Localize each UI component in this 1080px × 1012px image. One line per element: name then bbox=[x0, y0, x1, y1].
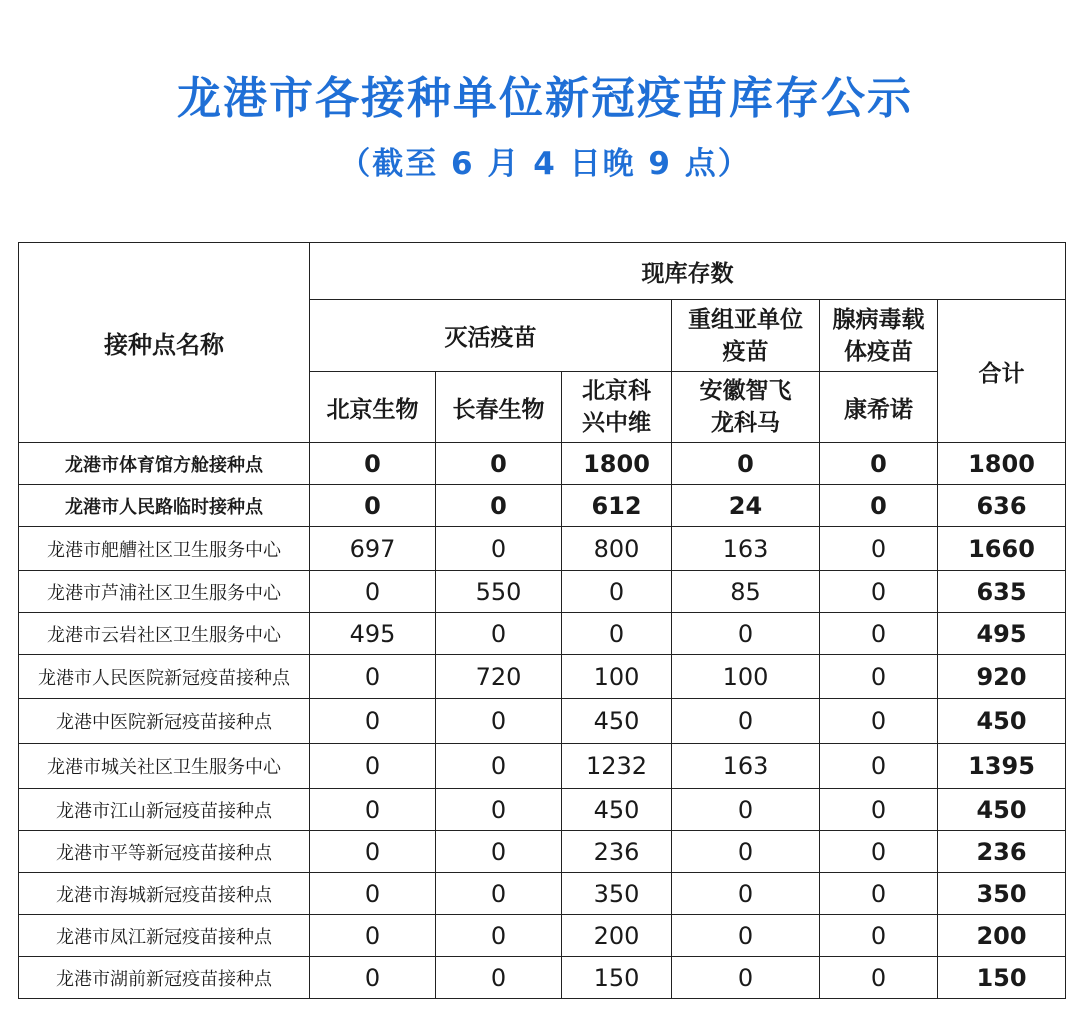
table-body bbox=[19, 443, 1066, 999]
beijing-bio-cell: 0 bbox=[310, 915, 436, 957]
sinovac-cell: 800 bbox=[562, 527, 672, 571]
changchun-bio-cell: 0 bbox=[436, 831, 562, 873]
changchun-bio-cell: 0 bbox=[436, 485, 562, 527]
beijing-bio-cell: 0 bbox=[310, 571, 436, 613]
table-row bbox=[19, 831, 1066, 873]
beijing-bio-cell: 0 bbox=[310, 789, 436, 831]
site-name-cell: 龙港市体育馆方舱接种点 bbox=[19, 443, 310, 485]
sinovac-cell: 0 bbox=[562, 571, 672, 613]
changchun-bio-cell: 720 bbox=[436, 655, 562, 699]
total-cell: 495 bbox=[938, 613, 1066, 655]
beijing-bio-cell: 0 bbox=[310, 485, 436, 527]
zhifei-cell: 0 bbox=[672, 873, 820, 915]
table-row bbox=[19, 485, 1066, 527]
beijing-bio-cell: 0 bbox=[310, 699, 436, 744]
table-row bbox=[19, 915, 1066, 957]
zhifei-cell: 0 bbox=[672, 915, 820, 957]
table-row bbox=[19, 744, 1066, 789]
zhifei-cell: 0 bbox=[672, 831, 820, 873]
zhifei-cell: 0 bbox=[672, 443, 820, 485]
vaccine-stock-table bbox=[18, 242, 1066, 999]
zhifei-cell: 0 bbox=[672, 699, 820, 744]
zhifei-cell: 100 bbox=[672, 655, 820, 699]
table-row bbox=[19, 527, 1066, 571]
changchun-bio-cell: 0 bbox=[436, 613, 562, 655]
changchun-bio-cell: 0 bbox=[436, 789, 562, 831]
beijing-bio-cell: 0 bbox=[310, 655, 436, 699]
site-name-cell: 龙港市海城新冠疫苗接种点 bbox=[19, 873, 310, 915]
total-cell: 920 bbox=[938, 655, 1066, 699]
cansino-cell: 0 bbox=[820, 443, 938, 485]
zhifei-cell: 163 bbox=[672, 527, 820, 571]
changchun-bio-cell: 0 bbox=[436, 873, 562, 915]
zhifei-cell: 24 bbox=[672, 485, 820, 527]
sinovac-cell: 350 bbox=[562, 873, 672, 915]
site-name-cell: 龙港市人民医院新冠疫苗接种点 bbox=[19, 655, 310, 699]
header-cansino: 康希诺 bbox=[820, 372, 938, 443]
zhifei-cell: 85 bbox=[672, 571, 820, 613]
site-name-cell: 龙港市舥艚社区卫生服务中心 bbox=[19, 527, 310, 571]
changchun-bio-cell: 0 bbox=[436, 443, 562, 485]
cansino-cell: 0 bbox=[820, 915, 938, 957]
table-row bbox=[19, 443, 1066, 485]
header-site-name: 接种点名称 bbox=[19, 243, 310, 443]
site-name-cell: 龙港市芦浦社区卫生服务中心 bbox=[19, 571, 310, 613]
cansino-cell: 0 bbox=[820, 613, 938, 655]
cansino-cell: 0 bbox=[820, 655, 938, 699]
page-subtitle: （截至 6 月 4 日晚 9 点） bbox=[339, 146, 751, 182]
header-sinovac: 北京科兴中维 bbox=[562, 372, 672, 443]
sinovac-cell: 236 bbox=[562, 831, 672, 873]
beijing-bio-cell: 495 bbox=[310, 613, 436, 655]
total-cell: 1395 bbox=[938, 744, 1066, 789]
site-name-cell: 龙港市江山新冠疫苗接种点 bbox=[19, 789, 310, 831]
cansino-cell: 0 bbox=[820, 571, 938, 613]
changchun-bio-cell: 550 bbox=[436, 571, 562, 613]
sinovac-cell: 150 bbox=[562, 957, 672, 999]
header-recombinant: 重组亚单位疫苗 bbox=[672, 300, 820, 372]
sinovac-cell: 612 bbox=[562, 485, 672, 527]
table-row bbox=[19, 789, 1066, 831]
sinovac-cell: 1800 bbox=[562, 443, 672, 485]
sinovac-cell: 100 bbox=[562, 655, 672, 699]
cansino-cell: 0 bbox=[820, 485, 938, 527]
table-row bbox=[19, 873, 1066, 915]
cansino-cell: 0 bbox=[820, 957, 938, 999]
header-zhifei: 安徽智飞龙科马 bbox=[672, 372, 820, 443]
site-name-cell: 龙港中医院新冠疫苗接种点 bbox=[19, 699, 310, 744]
site-name-cell: 龙港市人民路临时接种点 bbox=[19, 485, 310, 527]
table-header bbox=[19, 243, 1066, 443]
cansino-cell: 0 bbox=[820, 744, 938, 789]
beijing-bio-cell: 0 bbox=[310, 443, 436, 485]
beijing-bio-cell: 0 bbox=[310, 873, 436, 915]
cansino-cell: 0 bbox=[820, 527, 938, 571]
changchun-bio-cell: 0 bbox=[436, 527, 562, 571]
cansino-cell: 0 bbox=[820, 873, 938, 915]
zhifei-cell: 0 bbox=[672, 789, 820, 831]
cansino-cell: 0 bbox=[820, 699, 938, 744]
changchun-bio-cell: 0 bbox=[436, 915, 562, 957]
changchun-bio-cell: 0 bbox=[436, 744, 562, 789]
sinovac-cell: 1232 bbox=[562, 744, 672, 789]
page-title: 龙港市各接种单位新冠疫苗库存公示 bbox=[177, 73, 913, 124]
sinovac-cell: 0 bbox=[562, 613, 672, 655]
cansino-cell: 0 bbox=[820, 789, 938, 831]
table-row bbox=[19, 957, 1066, 999]
header-adenovirus: 腺病毒载体疫苗 bbox=[820, 300, 938, 372]
beijing-bio-cell: 0 bbox=[310, 831, 436, 873]
zhifei-cell: 0 bbox=[672, 957, 820, 999]
site-name-cell: 龙港市云岩社区卫生服务中心 bbox=[19, 613, 310, 655]
zhifei-cell: 163 bbox=[672, 744, 820, 789]
table-row bbox=[19, 655, 1066, 699]
header-total: 合计 bbox=[938, 300, 1066, 443]
header-current-stock: 现库存数 bbox=[310, 243, 1066, 300]
site-name-cell: 龙港市湖前新冠疫苗接种点 bbox=[19, 957, 310, 999]
total-cell: 236 bbox=[938, 831, 1066, 873]
beijing-bio-cell: 697 bbox=[310, 527, 436, 571]
sinovac-cell: 200 bbox=[562, 915, 672, 957]
sinovac-cell: 450 bbox=[562, 699, 672, 744]
total-cell: 450 bbox=[938, 699, 1066, 744]
total-cell: 635 bbox=[938, 571, 1066, 613]
total-cell: 200 bbox=[938, 915, 1066, 957]
total-cell: 1800 bbox=[938, 443, 1066, 485]
header-changchun-bio: 长春生物 bbox=[436, 372, 562, 443]
total-cell: 636 bbox=[938, 485, 1066, 527]
site-name-cell: 龙港市凤江新冠疫苗接种点 bbox=[19, 915, 310, 957]
beijing-bio-cell: 0 bbox=[310, 957, 436, 999]
header-beijing-bio: 北京生物 bbox=[310, 372, 436, 443]
table-row bbox=[19, 699, 1066, 744]
total-cell: 150 bbox=[938, 957, 1066, 999]
total-cell: 450 bbox=[938, 789, 1066, 831]
site-name-cell: 龙港市城关社区卫生服务中心 bbox=[19, 744, 310, 789]
total-cell: 350 bbox=[938, 873, 1066, 915]
table-row bbox=[19, 571, 1066, 613]
sinovac-cell: 450 bbox=[562, 789, 672, 831]
changchun-bio-cell: 0 bbox=[436, 699, 562, 744]
beijing-bio-cell: 0 bbox=[310, 744, 436, 789]
zhifei-cell: 0 bbox=[672, 613, 820, 655]
table-row bbox=[19, 613, 1066, 655]
changchun-bio-cell: 0 bbox=[436, 957, 562, 999]
site-name-cell: 龙港市平等新冠疫苗接种点 bbox=[19, 831, 310, 873]
cansino-cell: 0 bbox=[820, 831, 938, 873]
total-cell: 1660 bbox=[938, 527, 1066, 571]
header-inactivated: 灭活疫苗 bbox=[310, 300, 672, 372]
